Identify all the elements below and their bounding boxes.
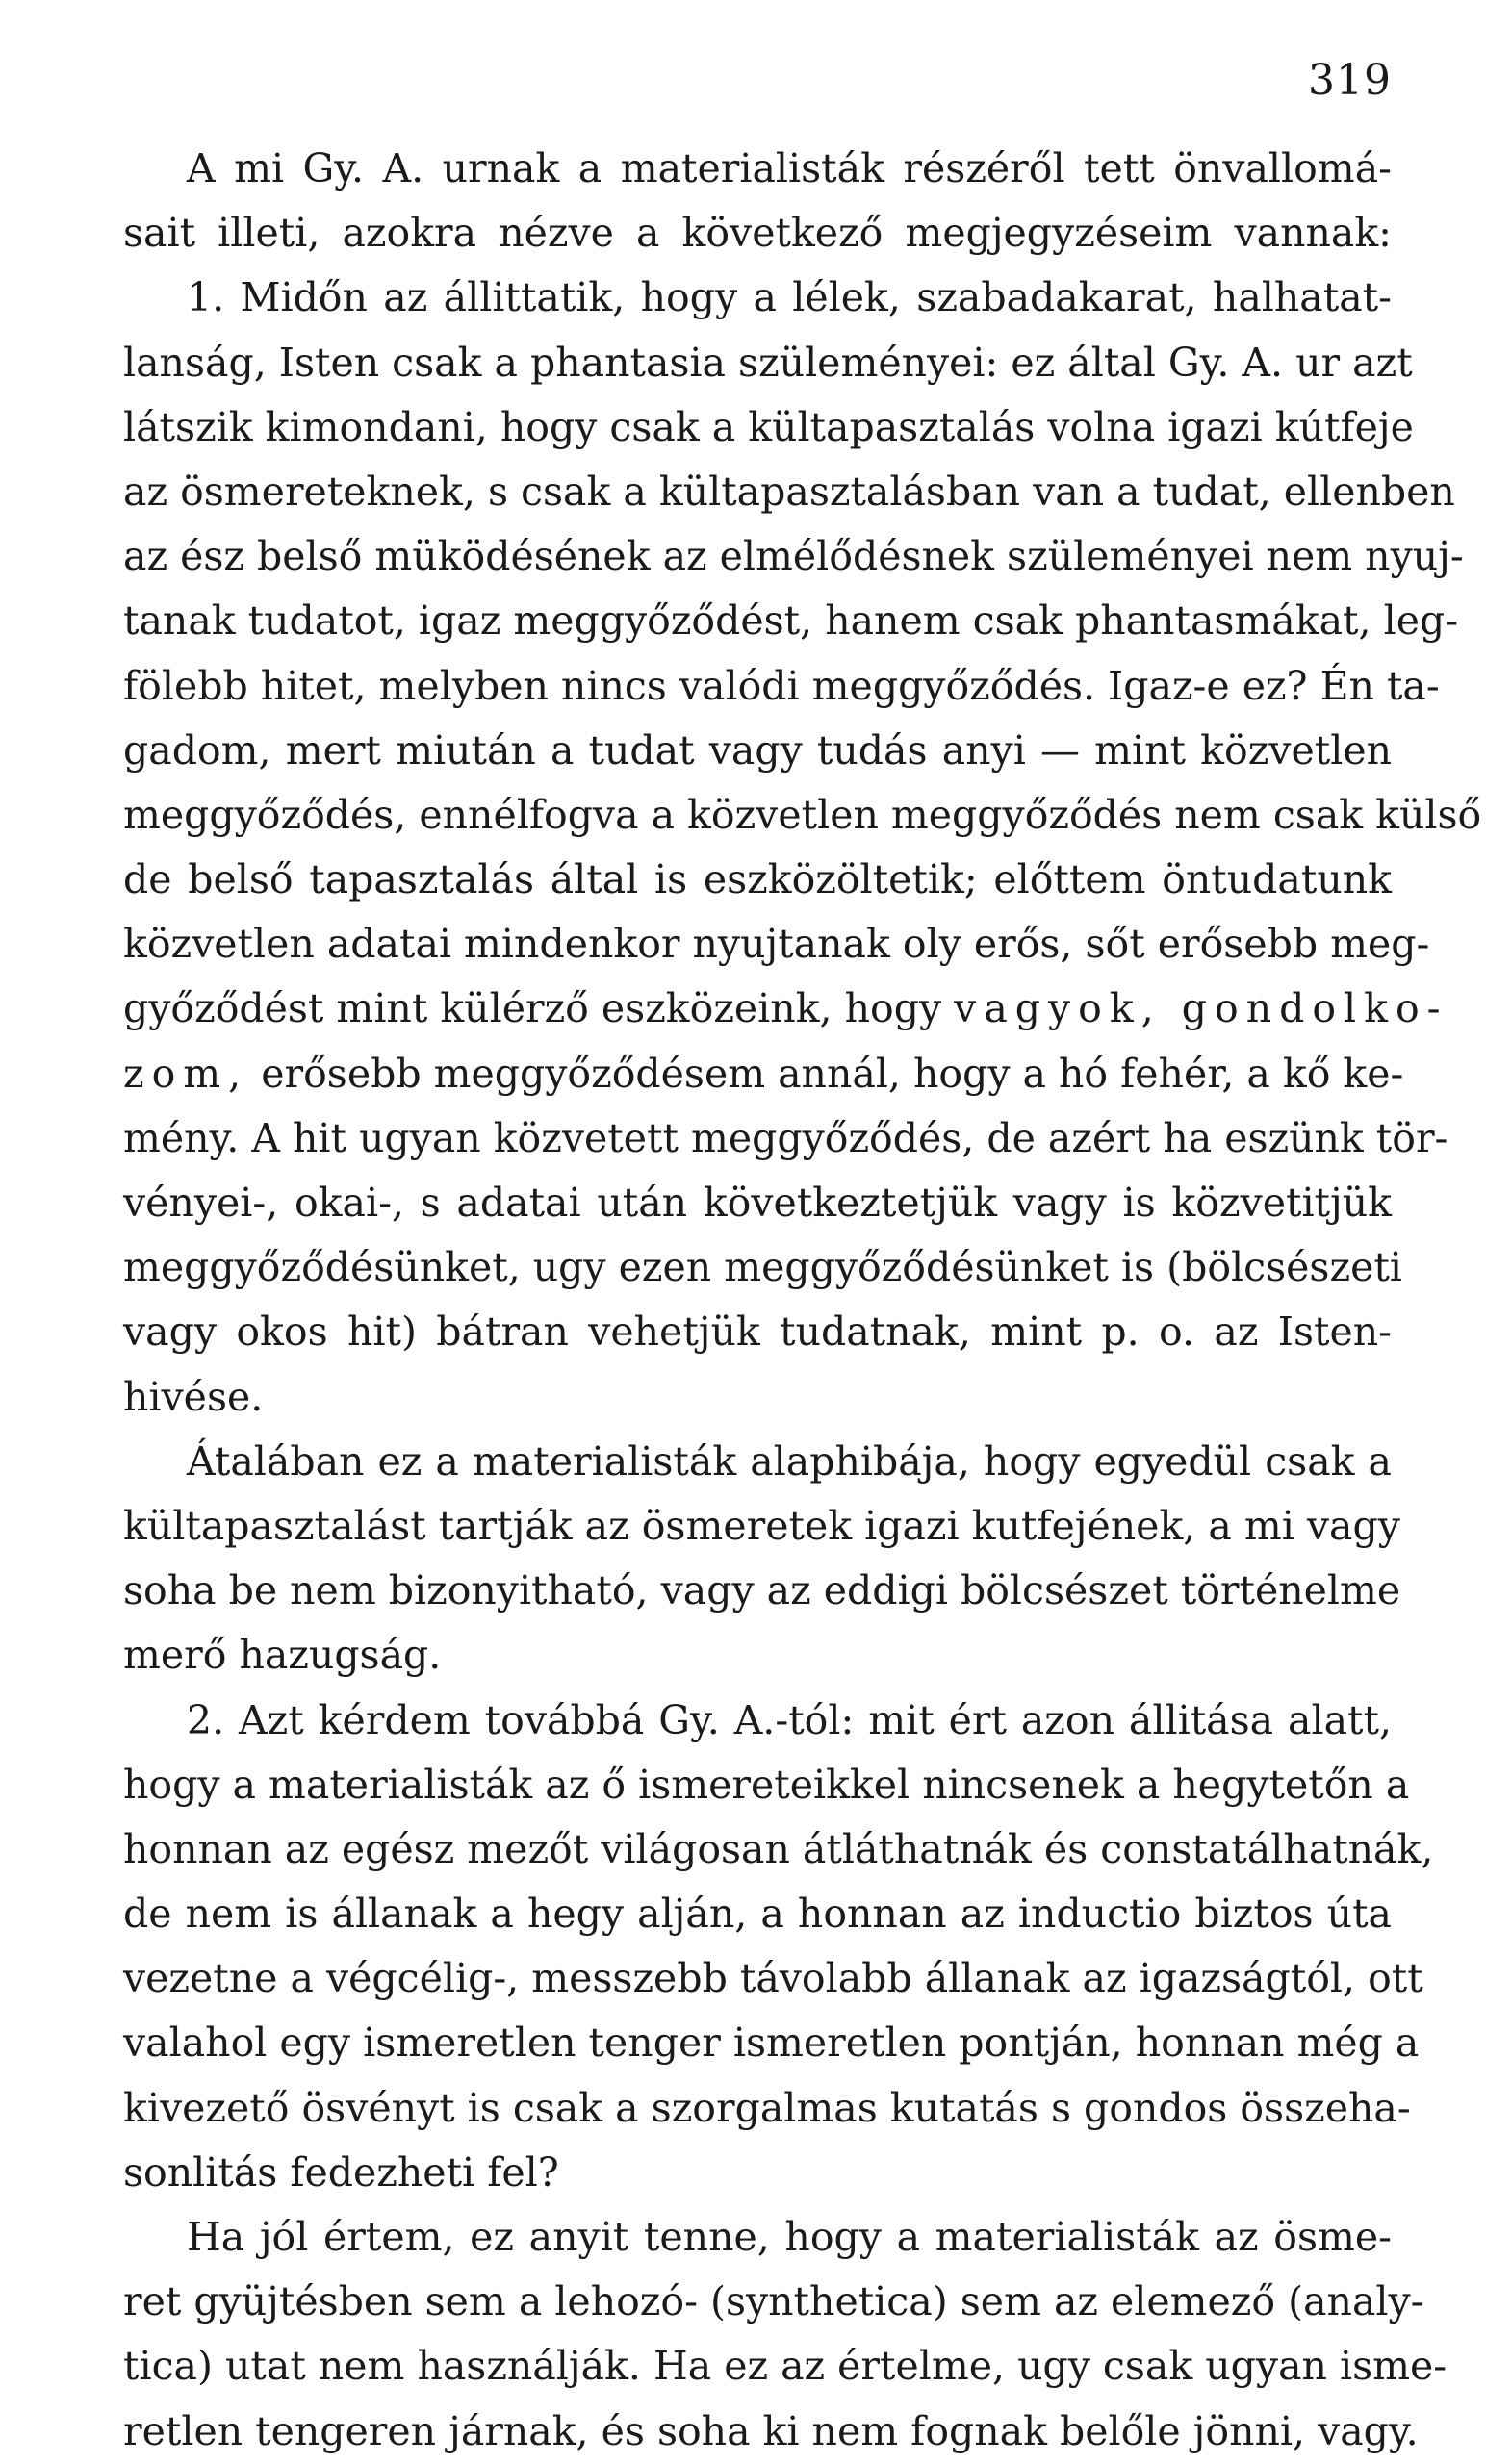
text-line: A mi Gy. A. urnak a materialisták részéről tett önvallomá- [187, 145, 1392, 191]
text-line: lanság, Isten csak a phantasia szüleményei: ez által Gy. A. ur azt [123, 339, 1413, 386]
text-line [123, 977, 1448, 1041]
text-line: de nem is állanak a hegy alján, a honnan az inductio biztos úta [123, 1891, 1392, 1938]
text-line: ret gyüjtésben sem a lehozó- (synthetica) sem az elemező (analy- [123, 2278, 1424, 2325]
text-line: meggyőződésünket, ugy ezen meggyőződésünket is (bölcsészeti [123, 1244, 1402, 1291]
text-line: hogy a materialisták az ő ismereteikkel nincsenek a hegytetőn a [123, 1761, 1410, 1808]
body-text [123, 137, 1482, 2464]
text-line: látszik kimondani, hogy csak a kültapasztalás volna igazi kútfeje [123, 403, 1414, 450]
text-line: gadom, mert miután a tudat vagy tudás anyi — mint közvetlen [123, 726, 1392, 774]
text-line: vényei-, okai-, s adatai után következtetjük vagy is közvetitjük [123, 1180, 1392, 1226]
text-line: vagy okos hit) bátran vehetjük tudatnak, mint p. o. az Isten- [123, 1308, 1392, 1356]
text-line: valahol egy ismeretlen tenger ismeretlen pontján, honnan még a [123, 2019, 1420, 2067]
emphasized-text: vagyok, gondolko- [954, 985, 1448, 1032]
text-line [123, 1042, 1404, 1106]
text-span: győződést mint külérző eszközeink, hogy [123, 985, 942, 1032]
text-line: Ha jól értem, ez anyit tenne, hogy a materialisták az ösme- [187, 2214, 1392, 2260]
emphasized-text: zom, [123, 1050, 249, 1097]
text-line: honnan az egész mezőt világosan átláthatnák és constatálhatnák, [123, 1825, 1434, 1872]
text-line: az ész belső müködésének az elmélődésnek szüleményei nem nyuj- [123, 533, 1464, 580]
text-line: meggyőződés, ennélfogva a közvetlen meggyőződés nem csak külső [123, 791, 1482, 838]
page-number: 319 [1308, 56, 1392, 105]
text-line: 2. Azt kérdem továbbá Gy. A.-tól: mit ért azon állitása alatt, [187, 1696, 1392, 1743]
text-span: erősebb meggyőződésem annál, hogy a hó fehér, a kő ke- [261, 1050, 1404, 1097]
text-line: kültapasztalást tartják az ösmeretek igazi kutfejének, a mi vagy [123, 1502, 1400, 1549]
text-line: soha be nem bizonyitható, vagy az eddigi bölcsészet történelme [123, 1567, 1401, 1614]
text-line: hivése. [123, 1373, 264, 1420]
text-line: de belső tapasztalás által is eszközöltetik; előttem öntudatunk [123, 856, 1392, 903]
text-line: Átalában ez a materialisták alaphibája, hogy egyedül csak a [187, 1437, 1392, 1485]
text-line: sait illeti, azokra nézve a következő megjegyzéseim vannak: [123, 210, 1392, 257]
text-line: vezetne a végcélig-, messzebb távolabb állanak az igazságtól, ott [123, 1955, 1423, 2002]
text-line: tanak tudatot, igaz meggyőződést, hanem csak phantasmákat, leg- [123, 597, 1459, 645]
text-line: retlen tengeren járnak, és soha ki nem fognak belőle jönni, vagy. [123, 2407, 1419, 2454]
text-line: 1. Midőn az állittatik, hogy a lélek, szabadakarat, halhatat- [187, 274, 1392, 321]
text-line: közvetlen adatai mindenkor nyujtanak oly erős, sőt erősebb meg- [123, 921, 1430, 968]
text-line: mény. A hit ugyan közvetett meggyőződés, de azért ha eszünk tör- [123, 1114, 1448, 1161]
text-line: fölebb hitet, melyben nincs valódi meggyőződés. Igaz-e ez? Én ta- [123, 662, 1440, 709]
text-line: sonlitás fedezheti fel? [123, 2148, 559, 2196]
text-line: tica) utat nem használják. Ha ez az értelme, ugy csak ugyan isme- [123, 2343, 1448, 2390]
text-line: az ösmereteknek, s csak a kültapasztalásban van a tudat, ellenben [123, 468, 1455, 515]
text-line: merő hazugság. [123, 1632, 442, 1679]
text-line: kivezető ösvényt is csak a szorgalmas kutatás s gondos összeha- [123, 2084, 1411, 2131]
